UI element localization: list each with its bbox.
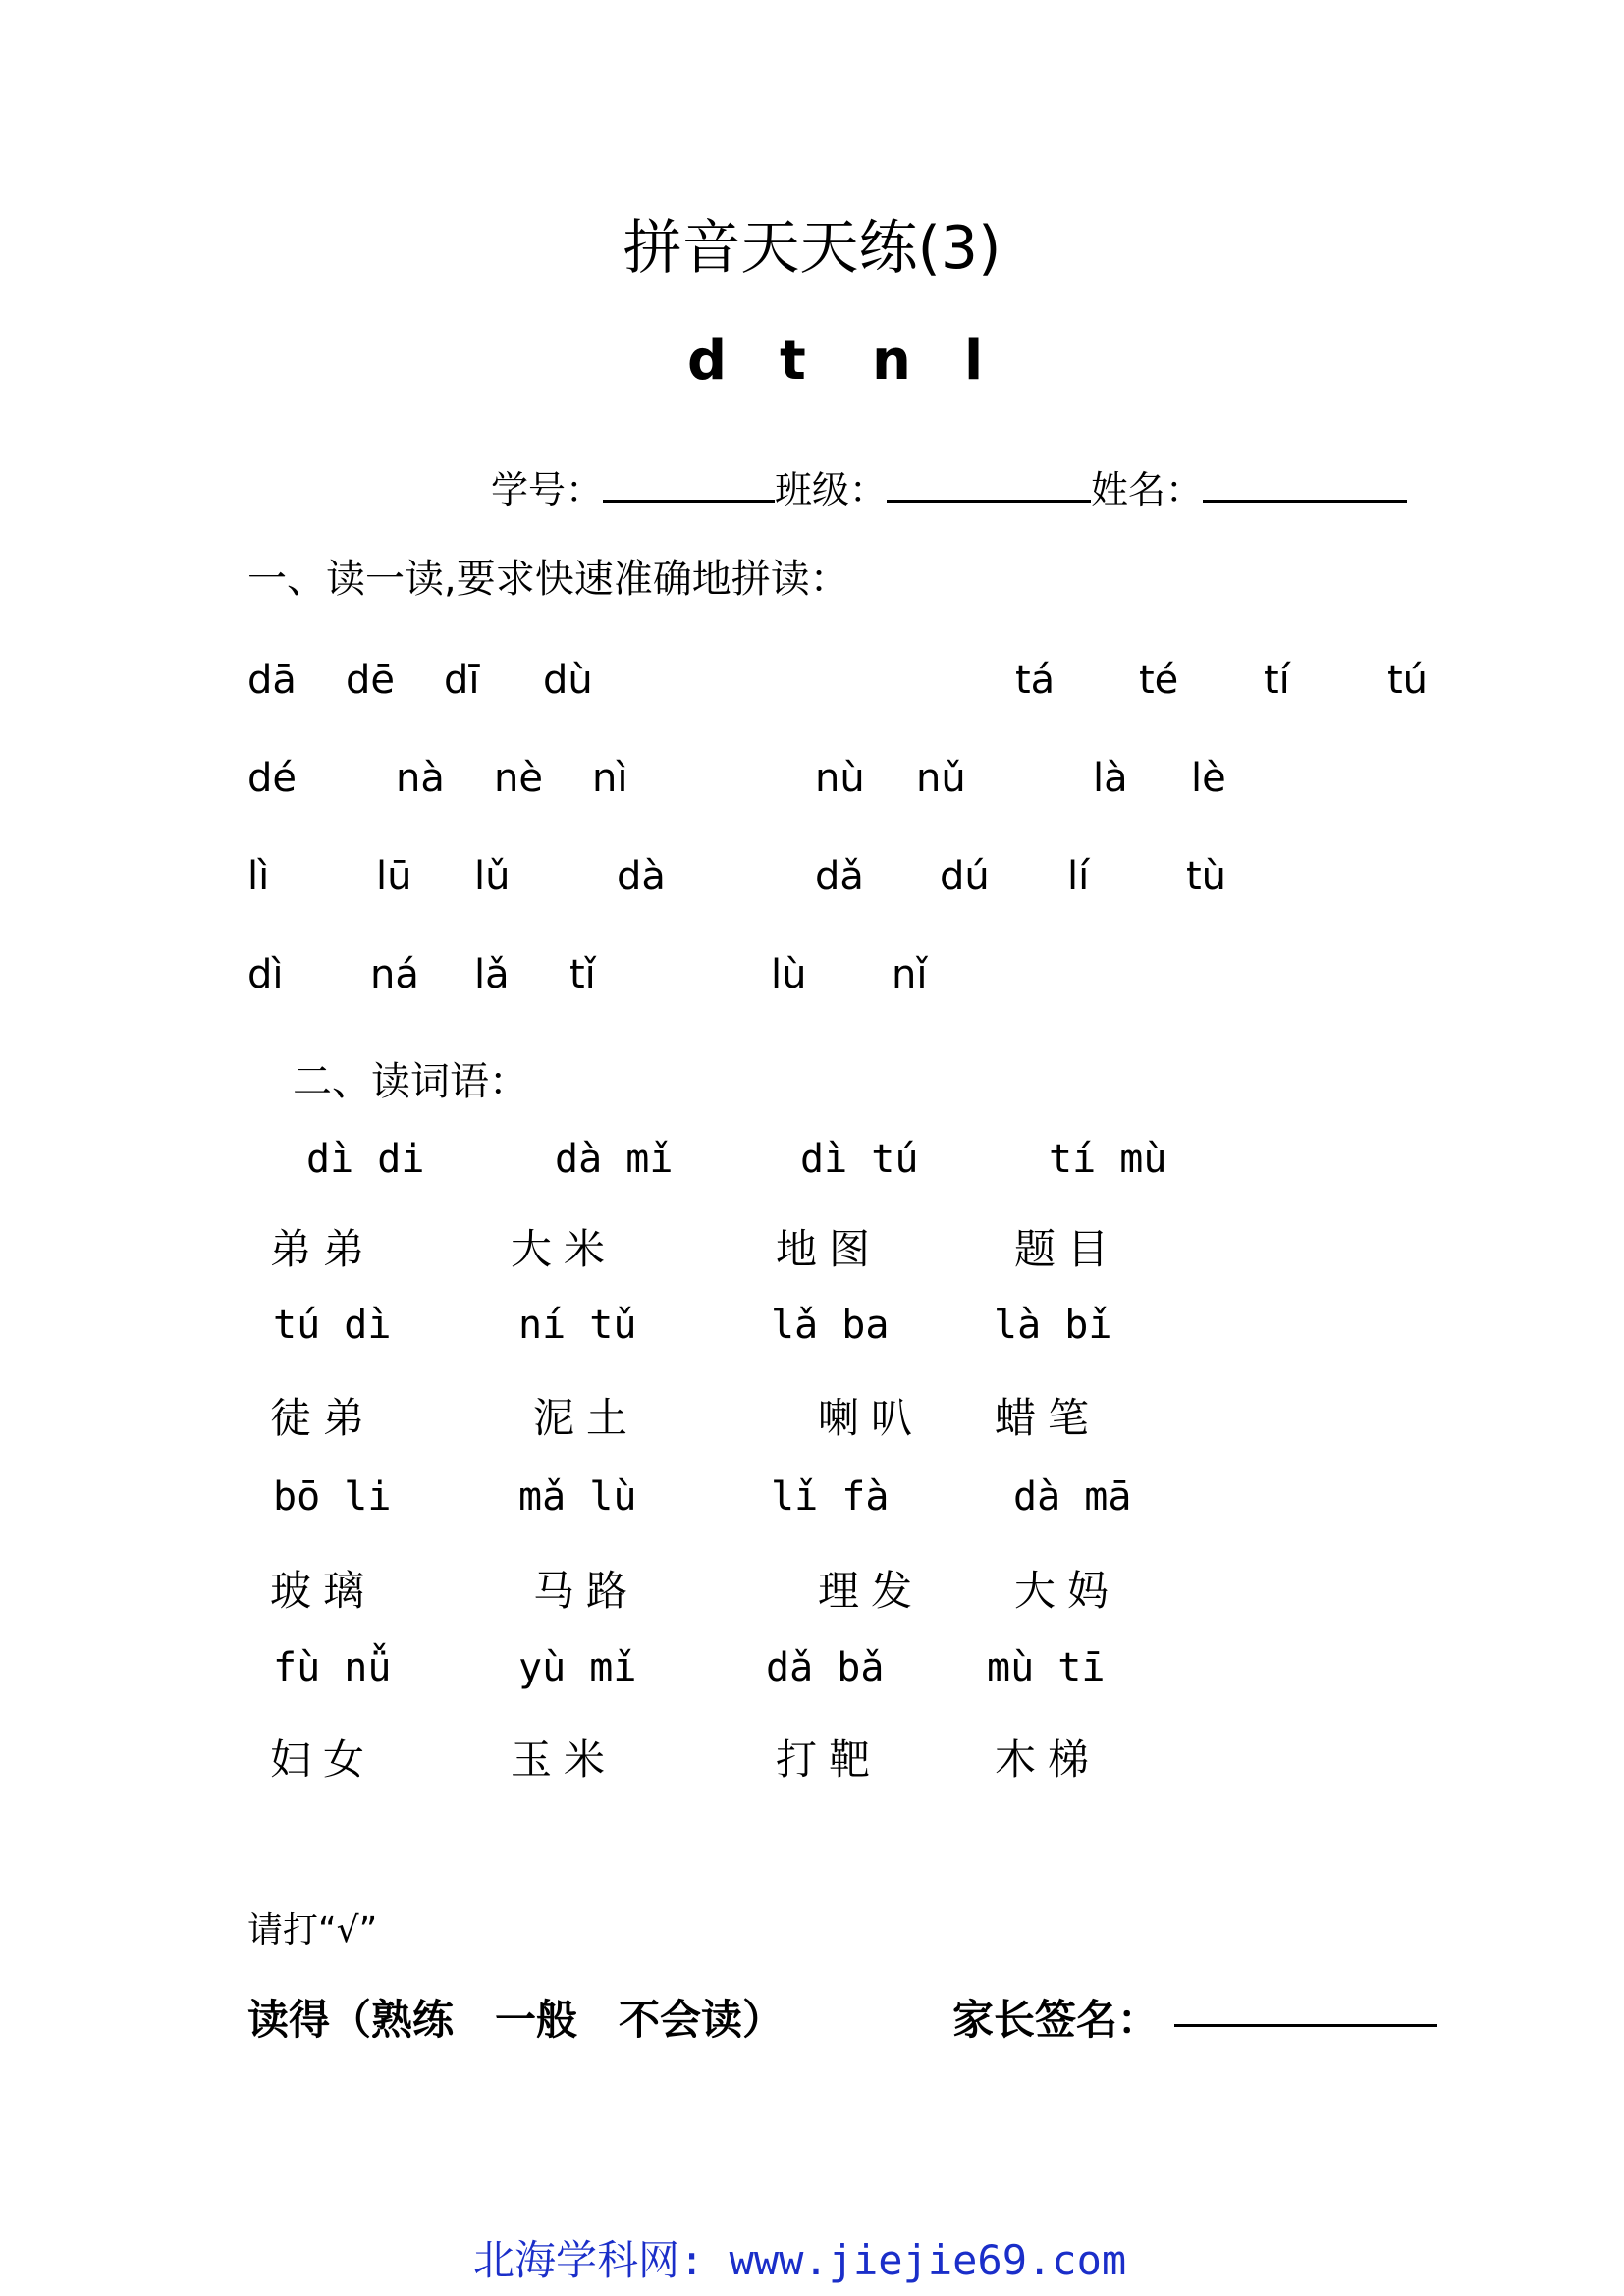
word-hanzi: 木梯 <box>995 1735 1102 1784</box>
focus-letters <box>687 329 1056 393</box>
student-no-field[interactable] <box>603 470 775 503</box>
word-hanzi: 徒弟 <box>270 1394 377 1442</box>
letter: l <box>964 329 984 393</box>
pinyin-cell: lè <box>1191 756 1226 801</box>
word-hanzi: 打靶 <box>776 1735 883 1784</box>
parent-sign-field[interactable] <box>1174 2024 1437 2027</box>
pinyin-cell: lí <box>1067 854 1090 899</box>
pinyin-cell: tí <box>1264 658 1290 703</box>
word-hanzi: 马路 <box>533 1567 640 1615</box>
pinyin-cell: nǔ <box>916 756 966 801</box>
letter: d <box>687 329 728 393</box>
pinyin-cell: dú <box>940 854 990 899</box>
section2-heading: 二、读词语： <box>293 1059 528 1104</box>
pinyin-cell: dǎ <box>815 854 864 899</box>
name-field[interactable] <box>1203 470 1407 503</box>
pinyin-cell: dī <box>444 658 480 703</box>
word-pinyin: dì di <box>306 1137 425 1182</box>
word-pinyin: fù nǚ <box>273 1645 392 1690</box>
word-hanzi: 地图 <box>776 1225 883 1273</box>
word-hanzi: 弟弟 <box>270 1225 377 1273</box>
student-no-label: 学号： <box>491 468 604 511</box>
word-pinyin: tú dì <box>273 1303 392 1348</box>
pinyin-cell: dā <box>247 658 297 703</box>
section1-heading: 一、读一读,要求快速准确地拼读： <box>247 557 849 602</box>
word-hanzi: 大米 <box>511 1225 618 1273</box>
word-pinyin: dì tú <box>800 1137 919 1182</box>
page-title: 拼音天天练(3) <box>623 214 1001 283</box>
pinyin-cell: nǐ <box>892 952 928 997</box>
pinyin-cell: dì <box>247 952 284 997</box>
pinyin-cell: nè <box>494 756 543 801</box>
pinyin-cell: lì <box>247 854 270 899</box>
pinyin-cell: dé <box>247 756 297 801</box>
pinyin-cell: lū <box>376 854 412 899</box>
word-pinyin: mù tī <box>987 1645 1106 1690</box>
info-line <box>491 459 1407 513</box>
word-hanzi: 泥土 <box>533 1394 640 1442</box>
pinyin-cell: nì <box>592 756 628 801</box>
word-pinyin: mǎ lù <box>518 1474 637 1520</box>
word-pinyin: lǐ fà <box>771 1474 890 1520</box>
word-hanzi: 蜡笔 <box>995 1394 1102 1442</box>
pinyin-cell: lǔ <box>474 854 511 899</box>
letter: n <box>872 329 911 393</box>
word-pinyin: là bǐ <box>994 1303 1112 1348</box>
word-hanzi: 大妈 <box>1014 1567 1121 1615</box>
pinyin-cell: tú <box>1387 658 1429 703</box>
word-pinyin: yù mǐ <box>518 1645 637 1690</box>
letter: t <box>780 329 806 393</box>
class-field[interactable] <box>887 470 1091 503</box>
word-pinyin: dà mǐ <box>555 1137 674 1182</box>
word-pinyin: lǎ ba <box>771 1303 890 1348</box>
pinyin-cell: tá <box>1015 658 1056 703</box>
pinyin-cell: lǎ <box>474 952 510 997</box>
pinyin-cell: nà <box>396 756 445 801</box>
pinyin-cell: dà <box>617 854 666 899</box>
word-hanzi: 题目 <box>1014 1225 1121 1273</box>
check-instruction: 请打“√” <box>247 1910 378 1950</box>
word-pinyin: dǎ bǎ <box>766 1645 885 1690</box>
word-hanzi: 喇叭 <box>818 1394 925 1442</box>
word-hanzi: 玉米 <box>511 1735 618 1784</box>
pinyin-cell: là <box>1093 756 1128 801</box>
parent-sign-label: 家长签名： <box>952 1996 1160 2044</box>
pinyin-cell: ná <box>370 952 419 997</box>
reading-level-label: 读得（熟练 一般 不会读） <box>247 1996 785 2044</box>
word-pinyin: ní tǔ <box>518 1303 637 1348</box>
pinyin-cell: lù <box>771 952 807 997</box>
name-label: 姓名： <box>1091 468 1204 511</box>
word-pinyin: dà mā <box>1013 1474 1132 1520</box>
pinyin-cell: nù <box>815 756 865 801</box>
pinyin-cell: dù <box>543 658 593 703</box>
pinyin-cell: té <box>1139 658 1179 703</box>
site-footer: 北海学科网: www.jiejie69.com <box>473 2236 1127 2284</box>
pinyin-cell: dē <box>346 658 395 703</box>
word-hanzi: 妇女 <box>270 1735 377 1784</box>
word-pinyin: tí mù <box>1049 1137 1167 1182</box>
word-hanzi: 理发 <box>818 1567 925 1615</box>
pinyin-cell: tù <box>1186 854 1227 899</box>
class-label: 班级： <box>775 468 888 511</box>
word-pinyin: bō li <box>273 1474 392 1520</box>
pinyin-cell: tǐ <box>569 952 596 997</box>
word-hanzi: 玻璃 <box>270 1567 377 1615</box>
